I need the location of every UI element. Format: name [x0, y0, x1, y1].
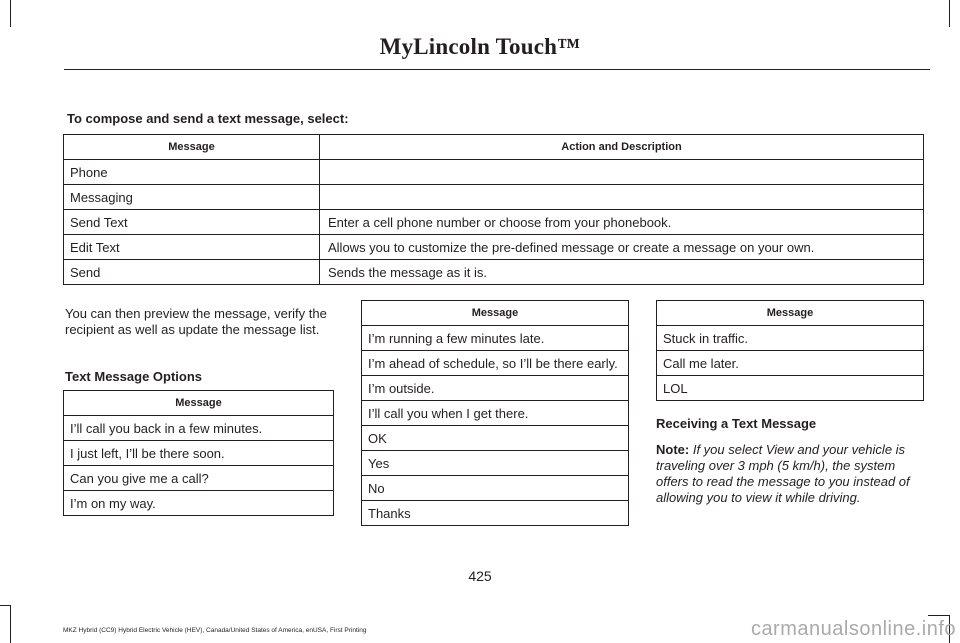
table-cell-action: Allows you to customize the pre-defined message or create a message on your own.	[320, 235, 924, 260]
list-item: Stuck in traffic.	[657, 326, 924, 351]
note	[656, 442, 928, 506]
crop-mark-top-left	[10, 0, 11, 27]
compose-message-table	[63, 134, 924, 285]
table-row	[64, 210, 924, 235]
page-number: 425	[468, 568, 492, 584]
list-item: OK	[362, 426, 629, 451]
table-cell-action	[320, 185, 924, 210]
list-item: LOL	[657, 376, 924, 401]
preview-paragraph: You can then preview the message, verify the recipient as well as update the message list.	[65, 306, 327, 337]
table-cell-message: Edit Text	[64, 235, 320, 260]
list-item: I’m ahead of schedule, so I’ll be there early.	[362, 351, 629, 376]
crop-mark-top-right	[949, 0, 950, 27]
list-item: Yes	[362, 451, 629, 476]
column-header-message: Message	[362, 301, 629, 326]
table-row	[64, 185, 924, 210]
list-item: I’m outside.	[362, 376, 629, 401]
message-options-table-left	[63, 390, 334, 516]
table-cell-message: Messaging	[64, 185, 320, 210]
note-label: Note:	[656, 442, 690, 457]
list-item: Can you give me a call?	[64, 466, 334, 491]
list-item: I’m on my way.	[64, 491, 334, 516]
list-item: I’ll call you back in a few minutes.	[64, 416, 334, 441]
table-cell-action: Sends the message as it is.	[320, 260, 924, 285]
table-cell-message: Send	[64, 260, 320, 285]
options-heading: Text Message Options	[65, 369, 203, 384]
list-item: Call me later.	[657, 351, 924, 376]
message-options-table-right	[656, 300, 924, 401]
table-cell-action	[320, 160, 924, 185]
column-header-message: Message	[657, 301, 924, 326]
header-rule	[64, 69, 930, 70]
crop-mark-bottom-left-h	[0, 605, 10, 606]
table-cell-message: Phone	[64, 160, 320, 185]
list-item: I’m running a few minutes late.	[362, 326, 629, 351]
table-cell-action: Enter a cell phone number or choose from your phonebook.	[320, 210, 924, 235]
table-row	[64, 260, 924, 285]
column-header-action: Action and Description	[320, 135, 924, 160]
page-title: MyLincoln Touch™	[379, 34, 581, 59]
list-item: Thanks	[362, 501, 629, 526]
table-header-row	[64, 135, 924, 160]
list-item: No	[362, 476, 629, 501]
footer-text: MKZ Hybrid (CC9) Hybrid Electric Vehicle (HEV), Canada/United States of America, enUSA, First Printing	[63, 627, 367, 634]
intro-text: To compose and send a text message, select:	[67, 111, 349, 126]
column-header-message: Message	[64, 135, 320, 160]
table-row	[64, 160, 924, 185]
crop-mark-bottom-right-h	[928, 615, 949, 616]
watermark: carmanualsonline.info	[750, 618, 956, 640]
list-item: I’ll call you when I get there.	[362, 401, 629, 426]
table-cell-message: Send Text	[64, 210, 320, 235]
receiving-heading: Receiving a Text Message	[656, 416, 817, 431]
column-header-message: Message	[64, 391, 334, 416]
crop-mark-bottom-left	[10, 605, 11, 643]
note-text: If you select View and your vehicle is traveling over 3 mph (5 km/h), the system offers to read the message to you instead of allowing you to view it while driving.	[656, 442, 910, 505]
list-item: I just left, I’ll be there soon.	[64, 441, 334, 466]
table-row	[64, 235, 924, 260]
message-options-table-middle	[361, 300, 629, 526]
